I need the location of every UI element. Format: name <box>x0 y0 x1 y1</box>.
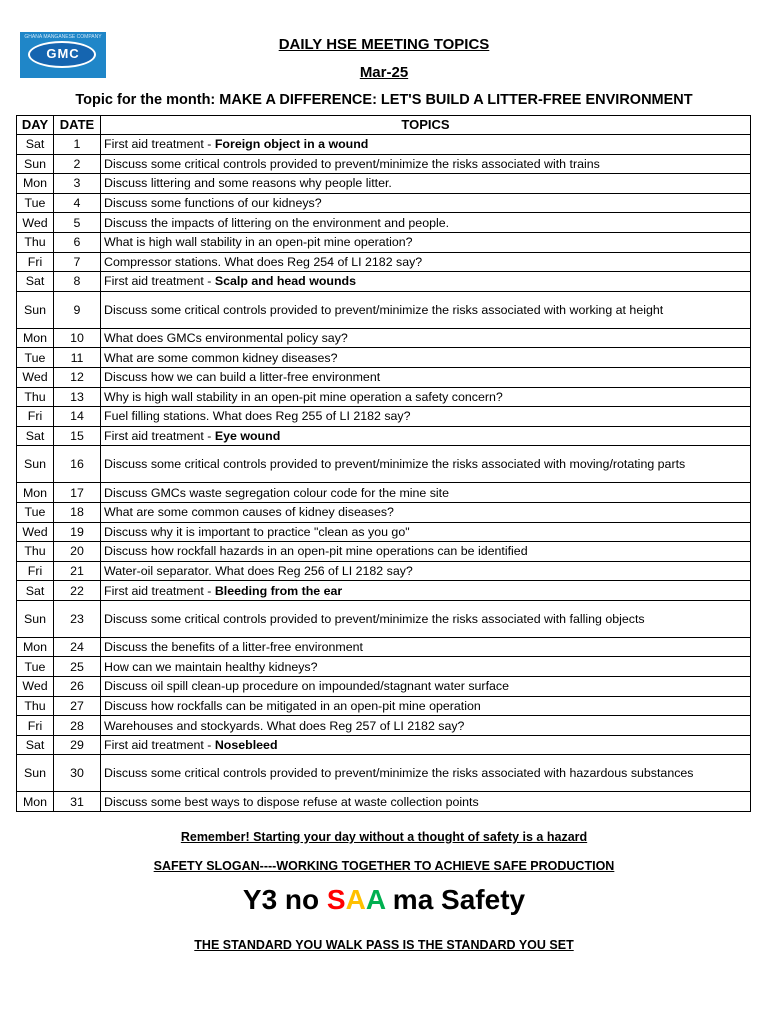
cell-date: 6 <box>54 232 101 252</box>
table-row <box>17 407 751 427</box>
slogan-part: ma Safety <box>385 884 526 915</box>
topic-text: What does GMCs environmental policy say? <box>104 331 348 346</box>
table-row <box>17 792 751 812</box>
topic-text: Why is high wall stability in an open-pit mine operation a safety concern? <box>104 389 503 404</box>
topic-bold-text: Scalp and head wounds <box>214 274 356 289</box>
cell-day: Mon <box>17 637 54 657</box>
document-title: DAILY HSE MEETING TOPICS <box>278 36 490 53</box>
cell-date: 21 <box>54 561 101 581</box>
cell-day: Fri <box>17 252 54 272</box>
topic-text: Discuss some best ways to dispose refuse at waste collection points <box>104 794 479 809</box>
cell-date: 9 <box>54 291 101 328</box>
cell-date: 25 <box>54 657 101 677</box>
topic-text: Discuss oil spill clean-up procedure on impounded/stagnant water surface <box>104 679 509 694</box>
cell-date: 31 <box>54 792 101 812</box>
table-row <box>17 502 751 522</box>
cell-day: Sat <box>17 581 54 601</box>
table-row <box>17 522 751 542</box>
slogan-part: Y3 no <box>242 884 327 915</box>
cell-day: Sat <box>17 735 54 755</box>
table-row <box>17 581 751 601</box>
cell-topic <box>101 193 751 213</box>
cell-topic <box>101 446 751 483</box>
safety-slogan-line: SAFETY SLOGAN----WORKING TOGETHER TO ACHIEVE SAFE PRODUCTION <box>153 859 615 873</box>
cell-day: Mon <box>17 328 54 348</box>
table-row <box>17 232 751 252</box>
cell-date: 27 <box>54 696 101 716</box>
cell-day: Sun <box>17 291 54 328</box>
cell-day: Sun <box>17 755 54 792</box>
topic-bold-text: Nosebleed <box>214 738 278 753</box>
table-row <box>17 637 751 657</box>
cell-topic <box>101 483 751 503</box>
cell-date: 17 <box>54 483 101 503</box>
cell-day: Mon <box>17 792 54 812</box>
table-header-row <box>17 116 751 135</box>
cell-day: Tue <box>17 502 54 522</box>
table-row <box>17 174 751 194</box>
cell-topic <box>101 581 751 601</box>
topic-text: Warehouses and stockyards. What does Reg 257 of LI 2182 say? <box>104 718 465 733</box>
topic-bold-text: Foreign object in a wound <box>214 137 369 152</box>
logo-text: GMC <box>46 46 80 61</box>
topic-text: Discuss some critical controls provided to prevent/minimize the risks associated with hazardous substances <box>104 766 694 781</box>
cell-day: Wed <box>17 677 54 697</box>
cell-topic <box>101 291 751 328</box>
cell-date: 14 <box>54 407 101 427</box>
cell-day: Sun <box>17 154 54 174</box>
table-row <box>17 755 751 792</box>
cell-day: Thu <box>17 696 54 716</box>
topic-text: What is high wall stability in an open-pit mine operation? <box>104 235 413 250</box>
table-row <box>17 600 751 637</box>
column-header-date: DATE <box>54 116 101 135</box>
topic-text: Discuss some critical controls provided to prevent/minimize the risks associated with moving/rotating parts <box>104 457 686 472</box>
table-row <box>17 542 751 562</box>
topic-text: Discuss how rockfall hazards in an open-pit mine operations can be identified <box>104 544 528 559</box>
cell-date: 11 <box>54 348 101 368</box>
table-row <box>17 657 751 677</box>
cell-day: Wed <box>17 213 54 233</box>
cell-topic <box>101 696 751 716</box>
cell-day: Tue <box>17 193 54 213</box>
topic-text: First aid treatment - <box>104 738 215 753</box>
table-row <box>17 446 751 483</box>
cell-date: 18 <box>54 502 101 522</box>
topic-text: Fuel filling stations. What does Reg 255 of LI 2182 say? <box>104 409 411 424</box>
cell-topic <box>101 232 751 252</box>
cell-day: Fri <box>17 407 54 427</box>
table-row <box>17 367 751 387</box>
cell-topic <box>101 426 751 446</box>
table-row <box>17 291 751 328</box>
topic-text: Discuss some critical controls provided to prevent/minimize the risks associated with trains <box>104 156 600 171</box>
topic-text: First aid treatment - <box>104 583 215 598</box>
cell-date: 10 <box>54 328 101 348</box>
cell-topic <box>101 755 751 792</box>
table-row <box>17 252 751 272</box>
cell-day: Sat <box>17 426 54 446</box>
safety-reminder: Remember! Starting your day without a thought of safety is a hazard <box>180 830 588 844</box>
cell-topic <box>101 154 751 174</box>
cell-topic <box>101 600 751 637</box>
cell-date: 16 <box>54 446 101 483</box>
topic-text: Discuss the impacts of littering on the environment and people. <box>104 215 450 230</box>
cell-topic <box>101 502 751 522</box>
cell-topic <box>101 522 751 542</box>
cell-topic <box>101 561 751 581</box>
table-row <box>17 154 751 174</box>
cell-day: Tue <box>17 657 54 677</box>
cell-date: 4 <box>54 193 101 213</box>
cell-date: 24 <box>54 637 101 657</box>
topic-text: Discuss some critical controls provided to prevent/minimize the risks associated with working at height <box>104 302 664 317</box>
cell-date: 7 <box>54 252 101 272</box>
topic-text: First aid treatment - <box>104 137 215 152</box>
cell-topic <box>101 348 751 368</box>
topic-text: Discuss how rockfalls can be mitigated in an open-pit mine operation <box>104 698 481 713</box>
cell-topic <box>101 657 751 677</box>
cell-day: Sat <box>17 135 54 155</box>
cell-topic <box>101 272 751 292</box>
cell-date: 13 <box>54 387 101 407</box>
table-row <box>17 561 751 581</box>
cell-day: Thu <box>17 387 54 407</box>
topic-text: What are some common kidney diseases? <box>104 350 338 365</box>
cell-topic <box>101 677 751 697</box>
cell-topic <box>101 135 751 155</box>
table-row <box>17 426 751 446</box>
cell-day: Fri <box>17 716 54 736</box>
cell-topic <box>101 542 751 562</box>
cell-topic <box>101 174 751 194</box>
table-row <box>17 735 751 755</box>
topic-text: Compressor stations. What does Reg 254 of LI 2182 say? <box>104 254 423 269</box>
cell-date: 26 <box>54 677 101 697</box>
cell-day: Fri <box>17 561 54 581</box>
cell-day: Sat <box>17 272 54 292</box>
safety-slogan <box>0 884 768 916</box>
cell-day: Wed <box>17 367 54 387</box>
topic-text: Discuss how we can build a litter-free environment <box>104 370 381 385</box>
cell-date: 8 <box>54 272 101 292</box>
topic-bold-text: Bleeding from the ear <box>214 583 343 598</box>
table-row <box>17 193 751 213</box>
cell-date: 30 <box>54 755 101 792</box>
cell-topic <box>101 716 751 736</box>
topic-text: Discuss GMCs waste segregation colour code for the mine site <box>104 485 450 500</box>
topic-text: What are some common causes of kidney diseases? <box>104 505 394 520</box>
cell-topic <box>101 252 751 272</box>
cell-date: 22 <box>54 581 101 601</box>
topic-of-month: Topic for the month: MAKE A DIFFERENCE: LET'S BUILD A LITTER-FREE ENVIRONMENT <box>75 92 693 108</box>
table-body <box>17 135 751 812</box>
cell-day: Tue <box>17 348 54 368</box>
cell-topic <box>101 387 751 407</box>
cell-day: Wed <box>17 522 54 542</box>
topic-bold-text: Eye wound <box>214 429 281 444</box>
table-row <box>17 348 751 368</box>
cell-day: Sun <box>17 600 54 637</box>
cell-topic <box>101 367 751 387</box>
topic-text: Discuss littering and some reasons why people litter. <box>104 176 392 191</box>
cell-date: 20 <box>54 542 101 562</box>
cell-topic <box>101 792 751 812</box>
topic-text: Discuss some functions of our kidneys? <box>104 196 322 211</box>
topic-text: Discuss the benefits of a litter-free environment <box>104 640 363 655</box>
table-row <box>17 696 751 716</box>
table-row <box>17 677 751 697</box>
cell-topic <box>101 407 751 427</box>
standard-statement: THE STANDARD YOU WALK PASS IS THE STANDARD YOU SET <box>194 938 574 952</box>
cell-date: 1 <box>54 135 101 155</box>
table-row <box>17 328 751 348</box>
cell-day: Mon <box>17 483 54 503</box>
column-header-topics: TOPICS <box>101 116 751 135</box>
cell-date: 5 <box>54 213 101 233</box>
topic-text: Water-oil separator. What does Reg 256 of LI 2182 say? <box>104 563 413 578</box>
cell-day: Thu <box>17 232 54 252</box>
cell-topic <box>101 328 751 348</box>
document-month: Mar-25 <box>359 64 409 81</box>
cell-date: 23 <box>54 600 101 637</box>
cell-date: 3 <box>54 174 101 194</box>
cell-day: Thu <box>17 542 54 562</box>
table-row <box>17 135 751 155</box>
logo-arc-text: GHANA MANGANESE COMPANY <box>24 34 102 40</box>
column-header-day: DAY <box>17 116 54 135</box>
cell-topic <box>101 735 751 755</box>
topic-text: First aid treatment - <box>104 429 215 444</box>
topic-text: Discuss why it is important to practice "clean as you go" <box>104 524 410 539</box>
topic-text: How can we maintain healthy kidneys? <box>104 659 318 674</box>
cell-date: 19 <box>54 522 101 542</box>
table-row <box>17 483 751 503</box>
table-row <box>17 387 751 407</box>
slogan-part: A <box>365 884 386 915</box>
cell-date: 2 <box>54 154 101 174</box>
cell-day: Mon <box>17 174 54 194</box>
cell-date: 29 <box>54 735 101 755</box>
cell-topic <box>101 637 751 657</box>
topic-text: First aid treatment - <box>104 274 215 289</box>
table-row <box>17 716 751 736</box>
slogan-part: A <box>345 884 366 915</box>
slogan-part: S <box>326 884 346 915</box>
table-row <box>17 213 751 233</box>
topic-text: Discuss some critical controls provided to prevent/minimize the risks associated with falling objects <box>104 611 645 626</box>
table-row <box>17 272 751 292</box>
cell-topic <box>101 213 751 233</box>
topics-table <box>16 115 751 812</box>
cell-day: Sun <box>17 446 54 483</box>
cell-date: 12 <box>54 367 101 387</box>
cell-date: 28 <box>54 716 101 736</box>
cell-date: 15 <box>54 426 101 446</box>
